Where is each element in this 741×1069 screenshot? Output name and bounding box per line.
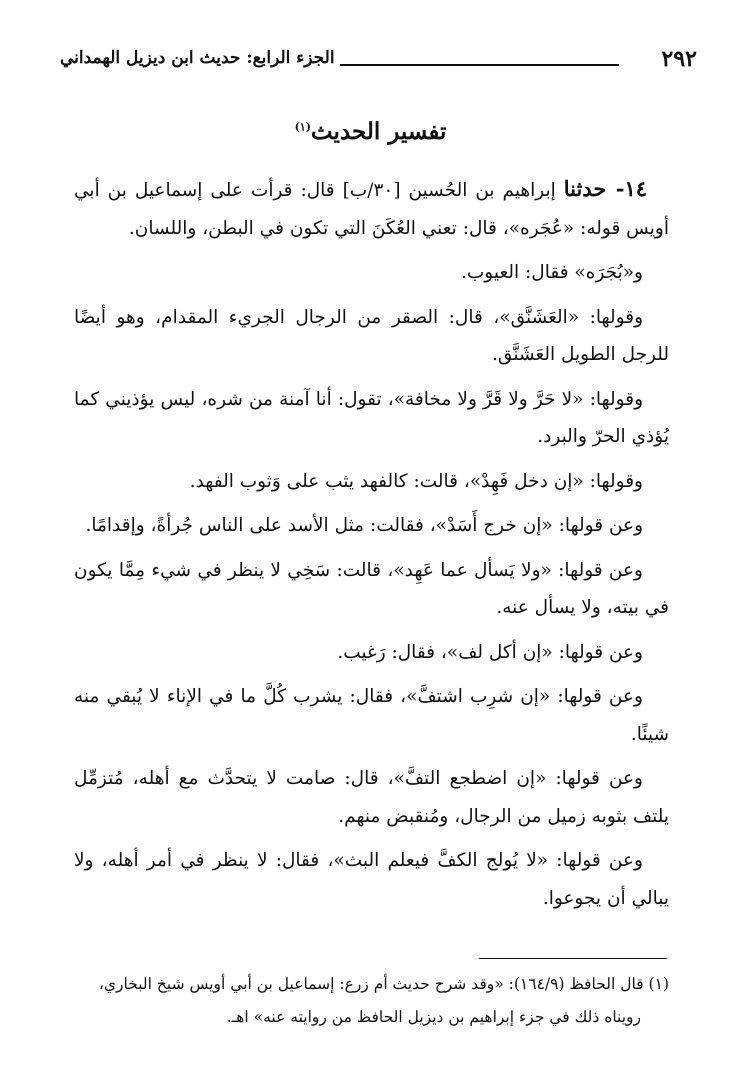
running-header [60,48,697,78]
footnote-line-2: رويناه ذلك في جزء إبراهيم بن ديزيل الحافظ من روايته عنه» اهـ. [226,1008,641,1026]
footnote-line-1: (١) قال الحافظ (١٦٤/٩): «وقد شرح حديث أم زرع: إسماعيل بن أبي أويس شيخ البخاري، [98,975,669,993]
paragraph-11: وعن قولها: «لا يُولج الكفَّ فيعلم البث»، فقال: لا ينظر في أمر أهله، ولا يبالي أن يجوعوا. [74,850,669,909]
paragraph-7: وعن قولها: «ولا يَسأل عما عَهِد»، قالت: سَخِي لا ينظر في شيء مِمَّا يكون في بيته، ولا يسأل عنه. [74,559,669,618]
footnote [74,968,669,1034]
paragraph-4: وقولها: «لا حَرَّ ولا قَرَّ ولا مخافة»، تقول: أنا آمنة من شره، ليس يؤذيني كما يُؤذي الحرّ والبرد. [74,388,669,447]
paragraph-6: وعن قولها: «إن خرج أَسَدْ»، فقالت: مثل الأسد على الناس جُرأةً، وإقدامًا. [85,515,643,536]
running-title: الجزء الرابع: حديث ابن ديزيل الهمداني [60,48,335,68]
paragraph-3: وقولها: «العَشَنَّق»، قال: الصقر من الرجال الجريء المقدام، وهو أيضًا للرجل الطويل العَشَنَّق. [74,306,669,365]
footnote-marker: (١) [294,120,311,134]
paragraph-1 [74,170,669,247]
hadith-lead: ١٤- حدثنا [563,176,647,201]
page-number: ٢٩٢ [661,46,697,72]
paragraph-8: وعن قولها: «إن أكل لف»، فقال: رَغيب. [337,641,643,663]
footnote-rule [479,958,667,959]
section-title: تفسير الحديث [310,118,447,145]
paragraph-9: وعن قولها: «إن شرِب اشتفَّ»، فقال: يشرب كُلَّ ما في الإناء لا يُبقي منه شيئًا. [74,686,669,745]
paragraph-text: إبراهيم بن الحُسين [٣٠/ب] قال: قرأت على إسماعيل بن أبي أويس قوله: «عُجَره»، قال: تعني العُكَنَ التي تكون في البطن، واللسان. [74,180,669,239]
section-heading [0,118,741,145]
paragraph-2: و«بُجَرَه» فقال: العيوب. [461,262,643,283]
header-rule [340,64,619,66]
body-text [74,170,669,924]
paragraph-5: وقولها: «إن دخل فَهِدْ»، قالت: كالفهد يثب على وَثوب الفهد. [189,470,643,492]
paragraph-10: وعن قولها: «إن اضطجع التفَّ»، قال: صامت لا يتحدَّث مع أهله، مُتزمِّل يلتف بثوبه زميل من الرجال، ومُنقبض منهم. [74,768,669,827]
